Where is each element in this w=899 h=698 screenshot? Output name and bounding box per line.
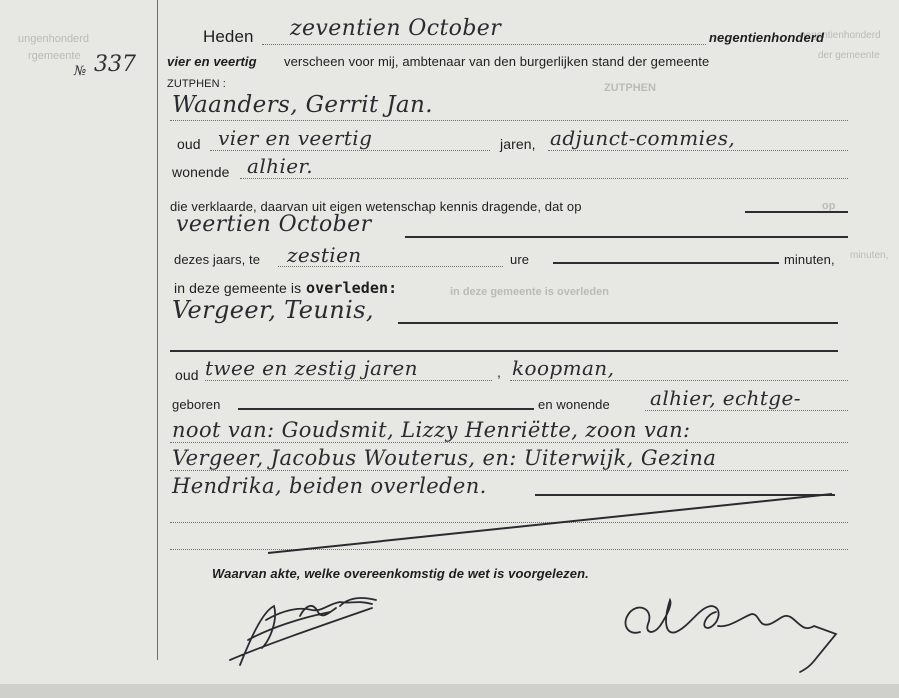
death-hour: zestien	[287, 243, 362, 267]
bleed-zutphen: ZUTPHEN	[604, 82, 656, 94]
bleed-right-second: der gemeente	[818, 50, 880, 61]
died-prefix: in deze gemeente is	[174, 280, 302, 296]
registrar-signature	[625, 600, 836, 672]
deceased-occupation: koopman,	[512, 356, 615, 380]
bleed-op: op	[822, 200, 836, 212]
bleed-left-second: rgemeente	[28, 50, 81, 62]
year-suffix: vier en veertig	[167, 54, 257, 69]
minuten-label: minuten,	[784, 252, 835, 267]
heden-label: Heden	[203, 27, 254, 46]
deceased-residence: alhier, echtge-	[650, 386, 801, 410]
scan-bottom-edge	[0, 684, 899, 698]
bleed-left-top: ungenhonderd	[18, 33, 89, 45]
ure-label: ure	[510, 252, 530, 267]
death-date: veertien October	[176, 212, 372, 237]
parents-line-2: Hendrika, beiden overleden.	[172, 474, 487, 498]
and-living-label: en wonende	[538, 397, 610, 412]
jaren-label: jaren,	[500, 136, 536, 152]
closing-sentence: Waarvan akte, welke overeenkomstig de wet is voorgelezen.	[212, 566, 589, 581]
strike-through-line	[268, 494, 832, 553]
wonende-label: wonende	[172, 164, 230, 180]
declarant-name: Waanders, Gerrit Jan.	[172, 92, 433, 118]
appeared-text: verscheen voor mij, ambtenaar van den burgerlijken stand der gemeente	[284, 54, 710, 69]
dezes-jaars-label: dezes jaars, te	[174, 252, 261, 267]
oud2-label: oud	[175, 367, 199, 383]
born-label: geboren	[172, 397, 221, 412]
declarant-occupation: adjunct-commies,	[550, 126, 736, 150]
bleed-gemeente: in deze gemeente is overleden	[450, 286, 609, 298]
deceased-age: twee en zestig jaren	[205, 356, 418, 380]
spouse-line: noot van: Goudsmit, Lizzy Henriëtte, zoon van:	[172, 418, 691, 442]
margin-number-prefix: №	[74, 64, 87, 79]
margin-number: 337	[94, 52, 136, 77]
oud-label: oud	[177, 136, 201, 152]
died-label: overleden:	[306, 279, 398, 297]
bleed-minuten: minuten,	[850, 250, 889, 261]
comma-label: ,	[497, 364, 501, 380]
official-signature	[230, 598, 376, 665]
municipality: ZUTPHEN :	[167, 78, 226, 90]
declarant-residence: alhier.	[247, 154, 313, 178]
deceased-name: Vergeer, Teunis,	[172, 296, 374, 324]
bleed-right-top: negentienhonderd	[800, 30, 881, 41]
year-word: negentienhonderd	[709, 30, 824, 45]
date-handwritten: zeventien October	[290, 16, 502, 41]
declarant-age: vier en veertig	[218, 126, 373, 150]
declared-text: die verklaarde, daarvan uit eigen wetenschap kennis dragende, dat op	[170, 199, 582, 214]
parents-line: Vergeer, Jacobus Wouterus, en: Uiterwijk, Gezina	[172, 446, 717, 470]
